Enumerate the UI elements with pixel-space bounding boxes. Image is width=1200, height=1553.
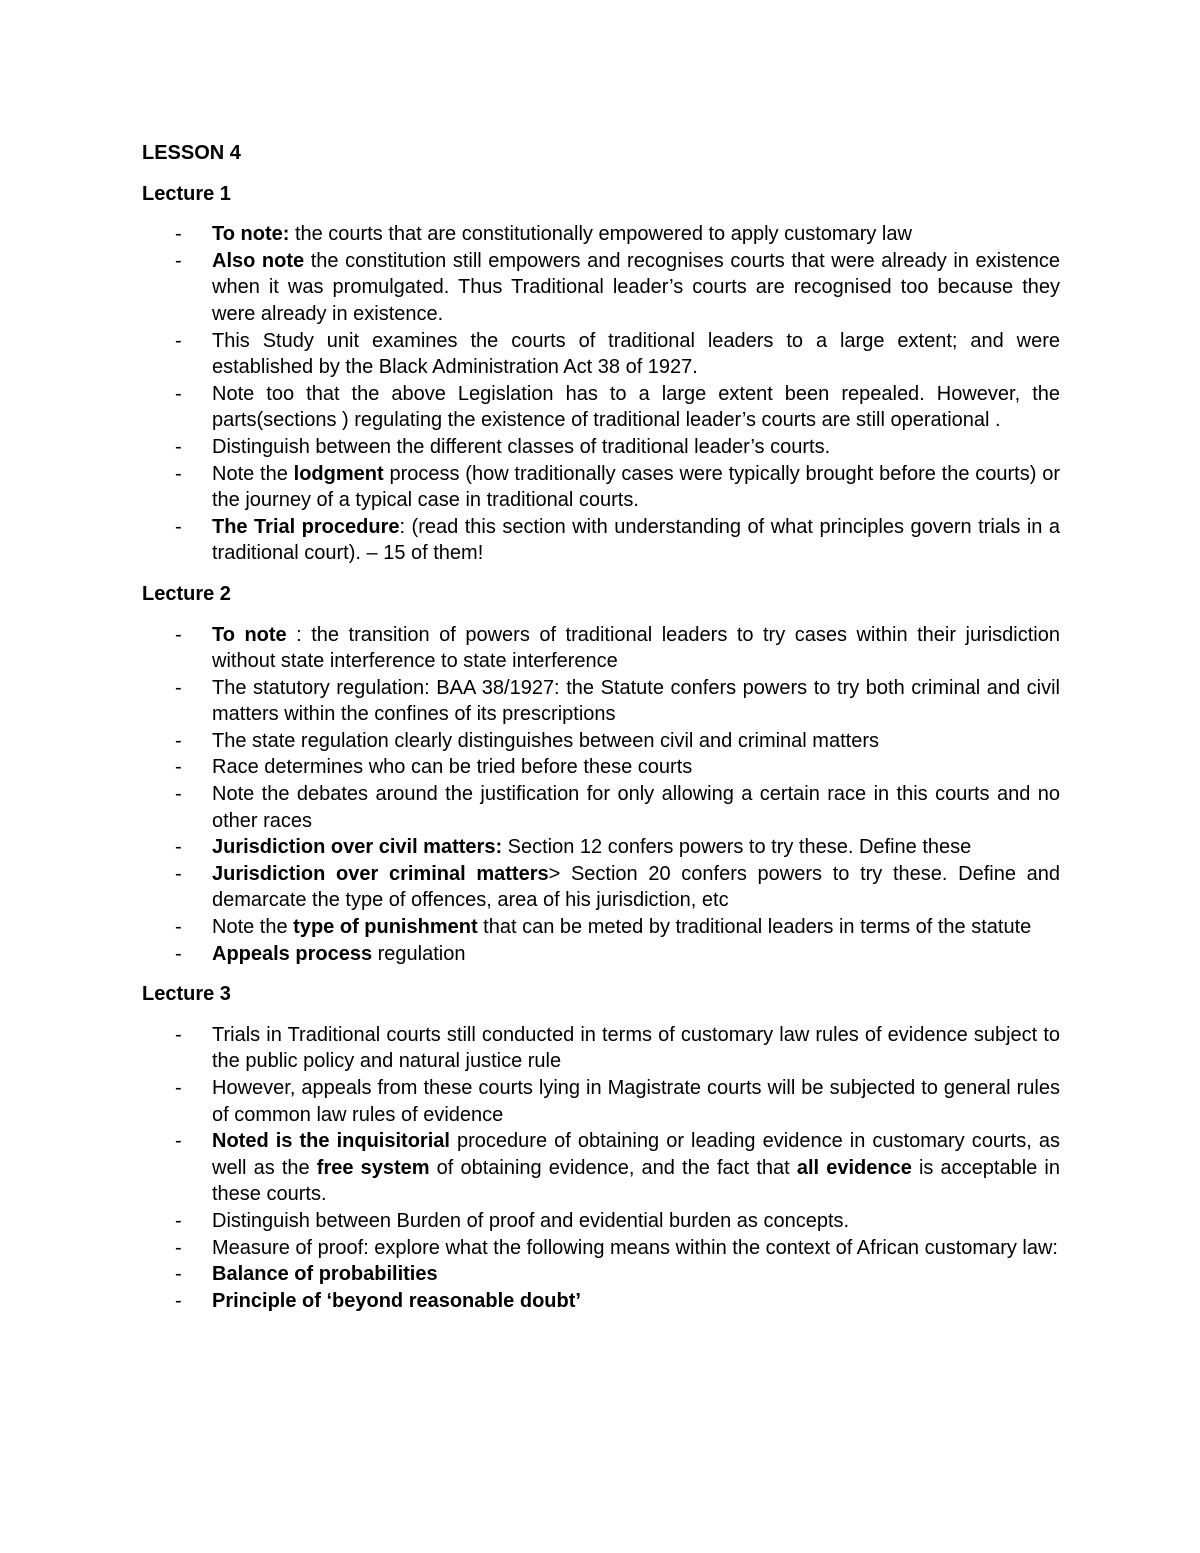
bullet-list	[142, 1022, 1060, 1315]
text-run: Note too that the above Legislation has to a large extent been repealed. However, the parts(sections ) regulating the existence of traditional leader’s courts are still operational .	[212, 382, 1060, 432]
text-run: Distinguish between the different classes of traditional leader’s courts.	[212, 435, 831, 458]
bullet-dash: -	[175, 916, 182, 939]
bold-text: free system	[316, 1156, 430, 1179]
bullet-dash: -	[175, 1209, 182, 1232]
list-item	[142, 914, 1060, 941]
lecture-title: Lecture 2	[142, 582, 231, 605]
list-item	[142, 514, 1060, 567]
list-item	[142, 1288, 1060, 1315]
text-run: of obtaining evidence, and the fact that	[429, 1156, 797, 1179]
text-run: that can be meted by traditional leaders in terms of the statute	[477, 916, 1032, 939]
bullet-dash: -	[175, 1023, 182, 1046]
bullet-dash: -	[175, 1077, 182, 1099]
bold-text: Appeals process	[212, 942, 373, 965]
bullet-dash: -	[175, 756, 182, 779]
list-item	[142, 248, 1060, 328]
list-item	[142, 941, 1060, 968]
bullet-dash: -	[175, 249, 182, 272]
list-item	[142, 381, 1060, 434]
bullet-dash: -	[175, 836, 182, 859]
bullet-dash: -	[175, 435, 182, 458]
lecture-section	[142, 581, 1060, 967]
text-run: Note the	[212, 462, 294, 485]
bullet-dash: -	[175, 462, 182, 485]
list-item	[142, 754, 1060, 781]
text-run: the constitution still empowers and recognises courts that were already in existence when it was promulgated. Thus Traditional leader’s courts are recognised too because they were already in existence.	[212, 249, 1060, 325]
bold-text: To note	[212, 623, 287, 646]
text-run: the courts that are constitutionally empowered to apply customary law	[289, 223, 912, 246]
bullet-dash: -	[175, 223, 182, 246]
list-item	[142, 675, 1060, 728]
lecture-section	[142, 181, 1060, 567]
bullet-list	[142, 622, 1060, 968]
bullet-dash: -	[175, 515, 182, 538]
bullet-dash: -	[175, 1236, 182, 1259]
bold-text: type of punishment	[293, 916, 478, 939]
list-item	[142, 861, 1060, 914]
list-item	[142, 834, 1060, 861]
list-item	[142, 434, 1060, 461]
text-run: Measure of proof: explore what the following means within the context of African customary law:	[212, 1236, 1058, 1259]
list-item	[142, 1261, 1060, 1288]
bold-text: Jurisdiction over civil matters:	[212, 836, 503, 859]
text-run: Trials in Traditional courts still conducted in terms of customary law rules of evidence subject to the public policy and natural justice rule	[212, 1023, 1060, 1073]
bullet-dash: -	[175, 729, 182, 752]
bold-text: Also note	[212, 249, 305, 272]
bullet-dash: -	[175, 862, 182, 885]
bold-text: Principle of ‘beyond reasonable doubt’	[212, 1289, 581, 1312]
list-item	[142, 728, 1060, 755]
bullet-dash: -	[175, 942, 182, 965]
lesson-title: LESSON 4	[142, 142, 241, 164]
bold-text: To note:	[212, 223, 290, 246]
list-item	[142, 221, 1060, 248]
text-run: Note the	[212, 916, 294, 939]
text-run: procedure of obtaining or leading evidence in customary courts, as well as the	[212, 1130, 1060, 1179]
bold-text: Balance of probabilities	[212, 1263, 438, 1286]
list-item	[142, 1235, 1060, 1262]
text-run: Note the debates around the justification for only allowing a certain race in this courts and no other races	[212, 783, 1060, 832]
text-run: regulation	[372, 942, 466, 965]
text-run: process (how traditionally cases were typically brought before the courts) or the journey of a typical case in traditional courts.	[212, 462, 1060, 512]
bullet-dash: -	[175, 1289, 182, 1312]
bullet-dash: -	[175, 676, 182, 699]
document-content	[142, 140, 1060, 1328]
list-item	[142, 328, 1060, 381]
bold-text: The Trial procedure	[212, 515, 400, 538]
lecture-title: Lecture 3	[142, 983, 231, 1006]
lecture-title: Lecture 1	[142, 182, 231, 205]
text-run: However, appeals from these courts lying in Magistrate courts will be subjected to general rules of common law rules of evidence	[212, 1077, 1060, 1126]
bullet-list	[142, 221, 1060, 567]
list-item	[142, 1208, 1060, 1235]
list-item	[142, 781, 1060, 834]
bold-text: Noted is the inquisitorial	[212, 1130, 450, 1153]
text-run: This Study unit examines the courts of traditional leaders to a large extent; and were established by the Black Administration Act 38 of 1927.	[212, 329, 1060, 379]
list-item	[142, 622, 1060, 675]
text-run: : the transition of powers of traditional leaders to try cases within their jurisdiction without state interference to state interference	[212, 623, 1060, 673]
text-run: > Section 20 confers powers to try these. Define and demarcate the type of offences, area of his jurisdiction, etc	[212, 862, 1060, 912]
bullet-dash: -	[175, 783, 182, 806]
bullet-dash: -	[175, 1130, 182, 1153]
bullet-dash: -	[175, 329, 182, 352]
text-run: is acceptable in these courts.	[212, 1156, 1060, 1206]
bullet-dash: -	[175, 1263, 182, 1286]
text-run: Distinguish between Burden of proof and evidential burden as concepts.	[212, 1209, 850, 1232]
text-run: Race determines who can be tried before these courts	[212, 756, 693, 779]
bullet-dash: -	[175, 623, 182, 646]
list-item	[142, 1022, 1060, 1075]
bold-text: Jurisdiction over criminal matters	[212, 862, 549, 885]
list-item	[142, 1075, 1060, 1128]
list-item	[142, 461, 1060, 514]
bullet-dash: -	[175, 382, 182, 405]
text-run: Section 12 confers powers to try these. Define these	[502, 836, 972, 859]
lecture-section	[142, 981, 1060, 1314]
text-run: The state regulation clearly distinguishes between civil and criminal matters	[212, 729, 879, 752]
text-run: The statutory regulation: BAA 38/1927: the Statute confers powers to try both criminal and civil matters within the confines of its prescriptions	[212, 676, 1060, 726]
list-item	[142, 1128, 1060, 1208]
bold-text: lodgment	[293, 462, 384, 485]
bold-text: all evidence	[796, 1156, 912, 1179]
text-run: : (read this section with understanding of what principles govern trials in a traditional court). – 15 of them!	[212, 515, 1061, 565]
